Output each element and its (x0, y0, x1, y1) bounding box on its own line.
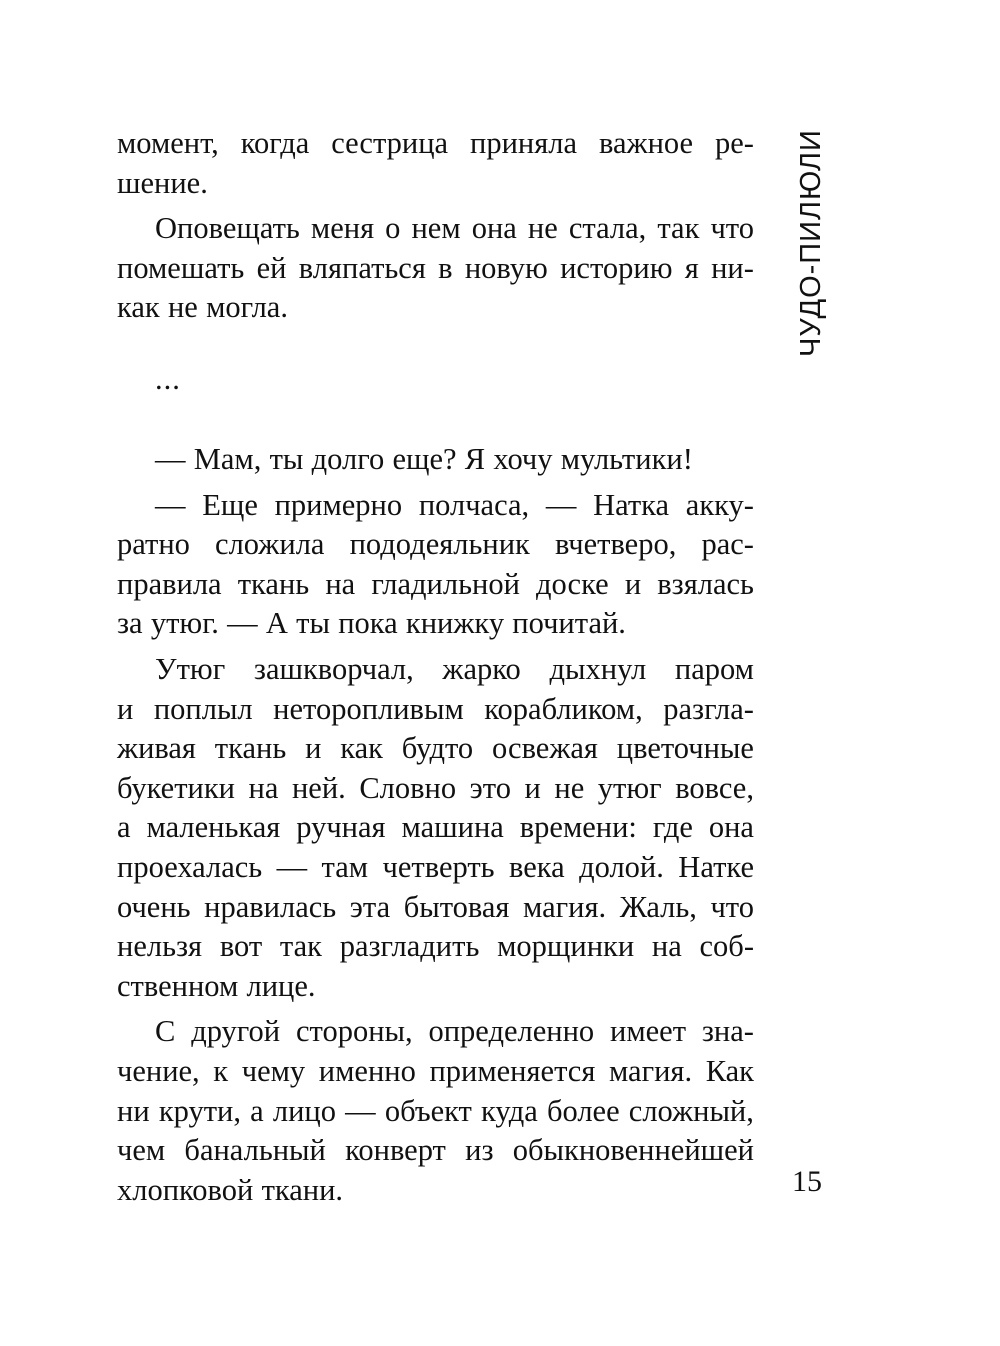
word: нем (411, 211, 461, 246)
word: букетики (117, 770, 235, 805)
word: — (276, 849, 308, 884)
word: не (554, 770, 585, 805)
word: ней. (291, 770, 346, 805)
word: ственном (117, 968, 239, 1003)
word: дыхнул (549, 651, 647, 686)
word: Оповещать (155, 211, 300, 246)
word: сложный, (628, 1093, 754, 1128)
word: более (546, 1093, 620, 1128)
word: стороны, (295, 1014, 413, 1049)
word: вчетверо, (555, 527, 677, 562)
word: Натка (593, 487, 670, 522)
text-line (117, 808, 754, 848)
text-line (117, 249, 754, 289)
word: приняла (470, 126, 578, 160)
word: ей (256, 250, 287, 285)
word: проехалась (117, 849, 263, 884)
word: долой. (579, 849, 664, 884)
text-line (117, 769, 754, 809)
word: века (509, 849, 565, 884)
word: правила (117, 566, 222, 601)
word: стала, (568, 211, 647, 246)
word: вляпаться (298, 250, 426, 285)
word: момент, (117, 126, 219, 160)
word: мультики! (560, 442, 693, 476)
word: что (710, 889, 754, 924)
word: новую (464, 250, 548, 285)
word: зашкворчал, (253, 651, 414, 686)
text-line (117, 1092, 754, 1132)
word: как (117, 290, 160, 325)
word: ткани. (261, 1172, 344, 1207)
word: Словно (359, 770, 457, 805)
word: вовсе, (675, 770, 754, 805)
word: полчаса, (418, 487, 530, 522)
word: С (155, 1014, 176, 1049)
word: почитай. (512, 606, 626, 641)
text-line (117, 440, 754, 480)
word: а (117, 810, 131, 845)
word: когда (240, 126, 310, 160)
word: а (250, 1093, 264, 1128)
word: банальный (184, 1133, 326, 1168)
word: и (524, 770, 541, 805)
word: на (325, 566, 356, 601)
word: жарко (442, 651, 521, 686)
word: доске (536, 566, 609, 601)
word: и (305, 731, 322, 766)
word: вот (219, 929, 263, 964)
word: утюг (597, 770, 662, 805)
word: куда (481, 1093, 538, 1128)
text-line (117, 525, 754, 565)
word: она (708, 810, 754, 845)
word: и (624, 566, 642, 601)
word: ткань (214, 731, 287, 766)
text-line (117, 729, 754, 769)
word: лицо (272, 1093, 336, 1128)
text-line (117, 1052, 754, 1092)
word: чем (117, 1133, 166, 1168)
word: магия. (523, 889, 607, 924)
word: чение, (117, 1053, 200, 1088)
text-line (117, 604, 754, 644)
text-line (117, 1171, 754, 1211)
page-number: 15 (792, 1165, 822, 1198)
text-line (117, 690, 754, 730)
word: так (657, 211, 700, 246)
word: — (155, 487, 186, 522)
word: машина (401, 810, 504, 845)
text-line (117, 288, 754, 328)
word: лице. (246, 968, 316, 1003)
word: могла. (206, 290, 288, 325)
word: определенно (428, 1014, 595, 1049)
word: это (469, 770, 511, 805)
word: Жаль, (619, 889, 697, 924)
word: помешать (117, 250, 245, 285)
word: примерно (274, 487, 403, 522)
word: имеет (610, 1014, 687, 1049)
text-line (117, 209, 754, 249)
text-line (117, 486, 754, 526)
text-line (117, 650, 754, 690)
word: поплыл (153, 691, 253, 726)
body-text-top (117, 124, 754, 328)
word: крути, (158, 1093, 242, 1128)
word: как (340, 731, 383, 766)
word: еще? (392, 442, 457, 476)
word: именно (318, 1053, 416, 1088)
text-line (117, 124, 754, 164)
word: меня (310, 211, 375, 246)
word: Я (464, 442, 486, 476)
text-line (117, 164, 754, 204)
word: — (227, 606, 258, 641)
word: применяется (429, 1053, 596, 1088)
word: Натке (678, 849, 754, 884)
word: не (167, 290, 198, 325)
word: Утюг (155, 651, 226, 686)
word: маленькая (146, 810, 281, 845)
word: я (684, 250, 699, 285)
word: освежая (492, 731, 598, 766)
word: она (471, 211, 517, 246)
word: неторопливым (273, 691, 464, 726)
word: долго (311, 442, 385, 476)
word: сложила (215, 527, 325, 562)
word: ни- (711, 250, 754, 285)
word: А (265, 606, 288, 641)
word: за (117, 606, 143, 641)
word: ратно (117, 527, 190, 562)
word: сестрица (331, 126, 449, 160)
word: ни (117, 1093, 150, 1128)
body-text-bottom (117, 440, 754, 1210)
word: к (213, 1053, 229, 1088)
word: пока (338, 606, 398, 641)
word: взялась (657, 566, 754, 601)
word: — (345, 1093, 376, 1128)
word: чему (241, 1053, 306, 1088)
word: времени: (519, 810, 637, 845)
word: акку- (685, 487, 754, 522)
word: объект (384, 1093, 472, 1128)
word: так (279, 929, 322, 964)
word: и (117, 691, 134, 726)
text-line (117, 848, 754, 888)
word: важное (598, 126, 694, 160)
word: на (651, 929, 682, 964)
word: разгла- (663, 691, 754, 726)
word: зна- (701, 1014, 754, 1049)
word: цветочные (616, 731, 754, 766)
word: корабликом, (484, 691, 643, 726)
word: живая (117, 731, 196, 766)
word: будто (401, 731, 474, 766)
word: другой (191, 1014, 281, 1049)
word: хлопковой (117, 1172, 254, 1207)
word: Еще (202, 487, 258, 522)
word: Как (705, 1053, 754, 1088)
word: ре- (714, 126, 754, 160)
text-line (117, 1012, 754, 1052)
word: конверт (345, 1133, 446, 1168)
word: где (652, 810, 693, 845)
word: бытовая (403, 889, 510, 924)
word: очень (117, 889, 191, 924)
word: четверть (382, 849, 495, 884)
word: разгладить (339, 929, 480, 964)
word: соб- (699, 929, 754, 964)
word: ты (296, 606, 330, 641)
word: — (545, 487, 577, 522)
word: эта (349, 889, 391, 924)
word: пододеяльник (349, 527, 530, 562)
word: из (465, 1133, 494, 1168)
word: морщинки (497, 929, 635, 964)
section-break: ... (155, 362, 181, 396)
word: — (155, 442, 186, 476)
word: ручная (296, 810, 386, 845)
word: рас- (701, 527, 754, 562)
word: там (321, 849, 369, 884)
word: шение. (117, 165, 208, 200)
word: историю (560, 250, 673, 285)
word: нельзя (117, 929, 203, 964)
text-line (117, 565, 754, 605)
word: магия. (608, 1053, 693, 1088)
word: на (248, 770, 279, 805)
word: ткань (237, 566, 310, 601)
word: обыкновеннейшей (512, 1133, 754, 1168)
text-line (117, 927, 754, 967)
word: паром (674, 651, 754, 686)
text-line (117, 967, 754, 1007)
word: гладильной (371, 566, 520, 601)
word: хочу (493, 442, 553, 476)
text-line (117, 888, 754, 928)
word: Мам, (193, 442, 262, 476)
word: в (438, 250, 453, 285)
word: о (385, 211, 401, 246)
text-line (117, 1131, 754, 1171)
word: что (710, 211, 754, 246)
word: утюг. (150, 606, 219, 641)
word: ты (269, 442, 304, 476)
word: нравилась (204, 889, 337, 924)
running-head: ЧУДО-ПИЛЮЛИ (795, 129, 827, 357)
word: книжку (405, 606, 505, 641)
word: не (527, 211, 558, 246)
